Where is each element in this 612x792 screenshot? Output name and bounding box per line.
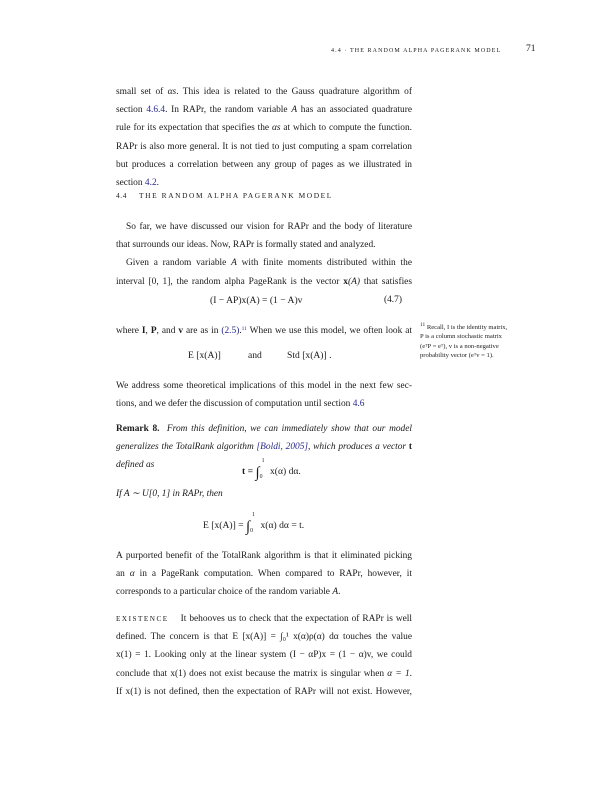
text-line: rule for its expectation that specifies the αs at which to compute the function.: [116, 123, 412, 134]
sidenote-line: Recall, I is the identity matrix,: [426, 324, 508, 331]
text-line: an α in a PageRank computation. When compared to RAPr, however, it: [116, 569, 412, 580]
remark-condition: [116, 485, 412, 503]
paragraph-implications: [116, 377, 412, 413]
text-line: Given a random variable A with finite moments distributed within the: [126, 258, 412, 269]
remark-label: Remark 8.: [116, 424, 160, 434]
footnote-marker[interactable]: 11: [241, 326, 247, 332]
section-title: THE RANDOM ALPHA PAGERANK MODEL: [139, 191, 333, 200]
equation-4-7: (I − AP)x(A) = (1 − A)v: [210, 295, 303, 306]
text-line: defined. The concern is that E [x(A)] = ∫₀¹ x(α)ρ(α) dα touches the value: [116, 632, 412, 643]
expectation-equation: E [x(A)] = ∫ 1 0 x(α) dα = t.: [203, 511, 305, 535]
text-line: A purported benefit of the TotalRank algorithm is that it eliminated picking: [116, 551, 412, 561]
section-link[interactable]: 4.6.4: [146, 105, 166, 116]
section-link[interactable]: 4.2: [144, 177, 157, 188]
equation-number: (4.7): [384, 295, 402, 305]
text-line: EXISTENCE It behooves us to check that the expectation of RAPr is well: [116, 614, 412, 624]
and-word: and: [248, 350, 262, 361]
integral-sign: ∫: [255, 465, 260, 481]
paragraph-totalrank: [116, 547, 412, 602]
text-line: We address some theoretical implications of this model in the next few sec-: [116, 381, 412, 391]
sidenote: [420, 321, 570, 360]
sidenote-line: (eᵀP = eᵀ), v is a non-negative: [420, 342, 499, 350]
paragraph-existence: [116, 610, 412, 701]
section-number: 4.4: [116, 191, 128, 200]
totalrank-equation: t = ∫ 1 0 x(α) dα.: [242, 457, 301, 481]
text-line: tions, and we defer the discussion of computation until section 4.6: [116, 399, 365, 410]
text-line: If A ∼ U[0, 1] in RAPr, then: [116, 489, 223, 499]
running-head: [331, 47, 501, 54]
text-line: RAPr is also more general. It is not tied to just computing a spam correlation: [116, 141, 412, 152]
text-line: corresponds to a particular choice of the random variable A.: [116, 587, 341, 598]
text-line: where I, P, and v are as in (2.5).$^{11}$ When we use this model, we often look at: [116, 326, 413, 336]
expectation-display: E [x(A)]: [188, 350, 221, 361]
text-line: conclude that x(1) does not exist because the matrix is singular when α = 1.: [116, 668, 412, 679]
text-line: generalizes the TotalRank algorithm [Boldi, 2005], which produces a vector t: [116, 442, 413, 453]
paragraph-intro: [116, 83, 412, 192]
text-line: but produces a correlation between any group of pages as we illustrated in: [116, 159, 412, 170]
paragraph-overview: [116, 218, 412, 291]
existence-label: EXISTENCE: [116, 615, 169, 623]
equation-link[interactable]: (2.5): [221, 326, 240, 336]
text-line: If x(1) is not defined, then the expectation of RAPr will not exist. However,: [116, 686, 412, 697]
sidenote-line: probability vector (eᵀv = 1).: [420, 351, 494, 359]
paragraph-where: [116, 320, 412, 338]
text-line: x(1) = 1. Looking only at the linear system (I − αP)x = (1 − α)v, we could: [116, 650, 412, 661]
text-line: section 4.6.4. In RAPr, the random variable A has an associated quadrature: [116, 105, 413, 116]
text-line: interval [0, 1], the random alpha PageRank is the vector x(A) that satisfies: [116, 276, 412, 287]
text-line: Remark 8. From this definition, we can immediately show that our model: [116, 424, 413, 434]
integral-sign: ∫: [245, 519, 251, 535]
text-line: defined as: [116, 460, 155, 471]
sidenote-marker: 11: [420, 322, 426, 328]
citation-link[interactable]: [Boldi, 2005]: [256, 442, 309, 453]
text-line: that surrounds our ideas. Now, RAPr is formally stated and analyzed.: [116, 240, 376, 251]
section-heading: [116, 191, 333, 200]
running-head-text: 4.4 · THE RANDOM ALPHA PAGERANK MODEL: [331, 48, 502, 54]
text-line: small set of αs. This idea is related to the Gauss quadrature algorithm of: [116, 87, 412, 97]
page-number: 71: [526, 44, 536, 54]
text-line: So far, we have discussed our vision for RAPr and the body of literature: [126, 222, 412, 232]
std-display: Std [x(A)] .: [287, 350, 332, 361]
text-line: section 4.2.: [116, 177, 159, 188]
section-link[interactable]: 4.6: [352, 399, 365, 410]
sidenote-line: P is a column stochastic matrix: [420, 333, 502, 341]
